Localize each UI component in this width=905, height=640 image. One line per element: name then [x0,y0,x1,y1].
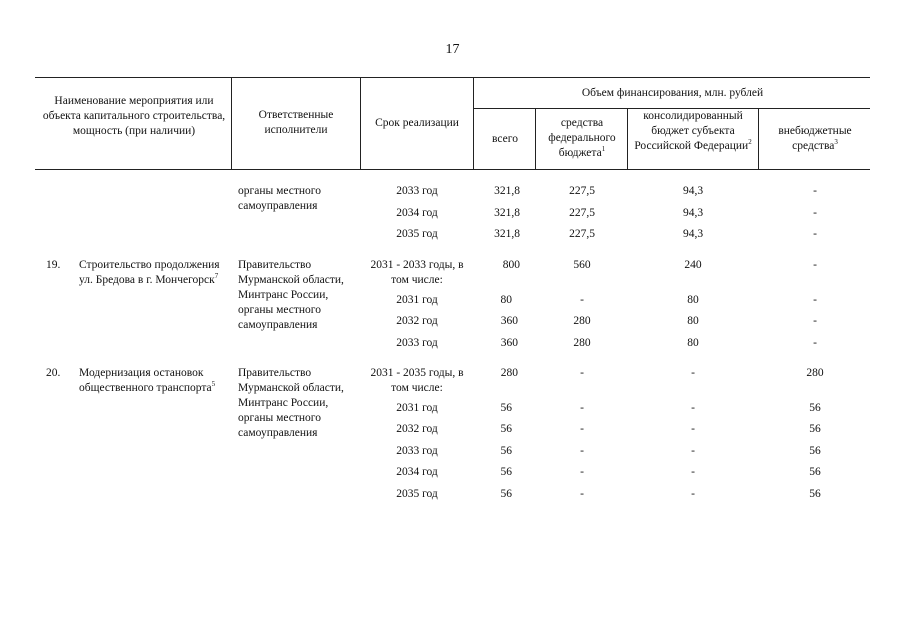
total-cell: 56 [500,466,512,478]
regional-cell: - [691,367,695,379]
federal-cell: - [580,423,584,435]
header-funding-group: Объем финансирования, млн. рублей [581,87,764,99]
term-cell: 2031 - 2033 годы, в том числе: [370,259,464,286]
federal-cell: 280 [573,337,591,349]
total-cell: 56 [500,488,512,500]
extra-cell: - [813,294,817,306]
federal-cell: 560 [573,259,591,271]
header-executors-column: Ответственные исполнители [258,109,334,136]
extra-cell: - [813,185,817,197]
total-cell: 800 [502,259,520,271]
header-extra: внебюджетные средства$^3$ [778,125,852,152]
total-cell: 321,8 [494,207,520,219]
extra-cell: - [813,259,817,271]
header-divider [627,108,628,169]
term-cell: 2032 год [396,315,438,327]
federal-cell: - [580,445,584,457]
term-cell: 2034 год [396,207,438,219]
item-name: Модернизация остановок общественного транспорта$^5$ [79,367,216,394]
total-cell: 56 [500,423,512,435]
regional-cell: - [691,466,695,478]
header-top-rule [35,77,870,78]
term-cell: 2035 год [396,228,438,240]
federal-cell: - [580,488,584,500]
total-cell: 56 [500,402,512,414]
federal-cell: 227,5 [569,185,595,197]
executors-cell: Правительство Мурманской области, Минтранс России, органы местного самоуправления [238,259,344,331]
page-number: 17 [445,42,460,57]
regional-cell: 94,3 [682,228,704,240]
extra-cell: 56 [809,488,821,500]
extra-cell: - [813,337,817,349]
term-cell: 2033 год [396,337,438,349]
header-regional: консолидированный бюджет субъекта Российской Федерации$^2$ [634,110,752,152]
header-divider [360,77,361,169]
regional-cell: 80 [687,294,699,306]
extra-cell: 280 [806,367,824,379]
header-term-column: Срок реализации [375,117,459,129]
term-cell: 2032 год [396,423,438,435]
extra-cell: 56 [809,402,821,414]
total-cell: 80 [500,294,512,306]
federal-cell: 227,5 [569,228,595,240]
regional-cell: 240 [684,259,702,271]
total-cell: 56 [500,445,512,457]
term-cell: 2031 год [396,294,438,306]
regional-cell: 94,3 [682,207,704,219]
item-name: Строительство продолжения ул. Бредова в г. Мончегорск$^7$ [79,259,220,286]
regional-cell: - [691,488,695,500]
federal-cell: - [580,466,584,478]
term-cell: 2033 год [396,445,438,457]
federal-cell: - [580,367,584,379]
header-divider [758,108,759,169]
regional-cell: 94,3 [682,185,704,197]
total-cell: 360 [500,337,518,349]
extra-cell: - [813,315,817,327]
extra-cell: 56 [809,466,821,478]
extra-cell: 56 [809,423,821,435]
term-cell: 2031 - 2035 годы, в том числе: [370,367,464,394]
header-name-column: Наименование мероприятия или объекта капитального строительства, мощность (при наличии) [42,95,226,137]
header-total: всего [492,133,518,145]
extra-cell: - [813,207,817,219]
total-cell: 280 [500,367,518,379]
term-cell: 2031 год [396,402,438,414]
regional-cell: - [691,402,695,414]
executors-cell: Правительство Мурманской области, Минтранс России, органы местного самоуправления [238,367,344,439]
extra-cell: 56 [809,445,821,457]
header-bottom-rule [35,169,870,170]
regional-cell: 80 [687,337,699,349]
regional-cell: - [691,445,695,457]
federal-cell: 227,5 [569,207,595,219]
term-cell: 2035 год [396,488,438,500]
total-cell: 321,8 [494,228,520,240]
term-cell: 2034 год [396,466,438,478]
total-cell: 360 [500,315,518,327]
executors-cell: органы местного самоуправления [238,185,321,212]
regional-cell: - [691,423,695,435]
item-number: 19. [46,259,61,271]
extra-cell: - [813,228,817,240]
term-cell: 2033 год [396,185,438,197]
header-divider [473,77,474,169]
regional-cell: 80 [687,315,699,327]
header-divider [231,77,232,169]
header-federal: средства федерального бюджета$^1$ [548,117,616,159]
item-number: 20. [46,367,61,379]
federal-cell: - [580,294,584,306]
total-cell: 321,8 [494,185,520,197]
federal-cell: 280 [573,315,591,327]
header-divider [535,108,536,169]
federal-cell: - [580,402,584,414]
